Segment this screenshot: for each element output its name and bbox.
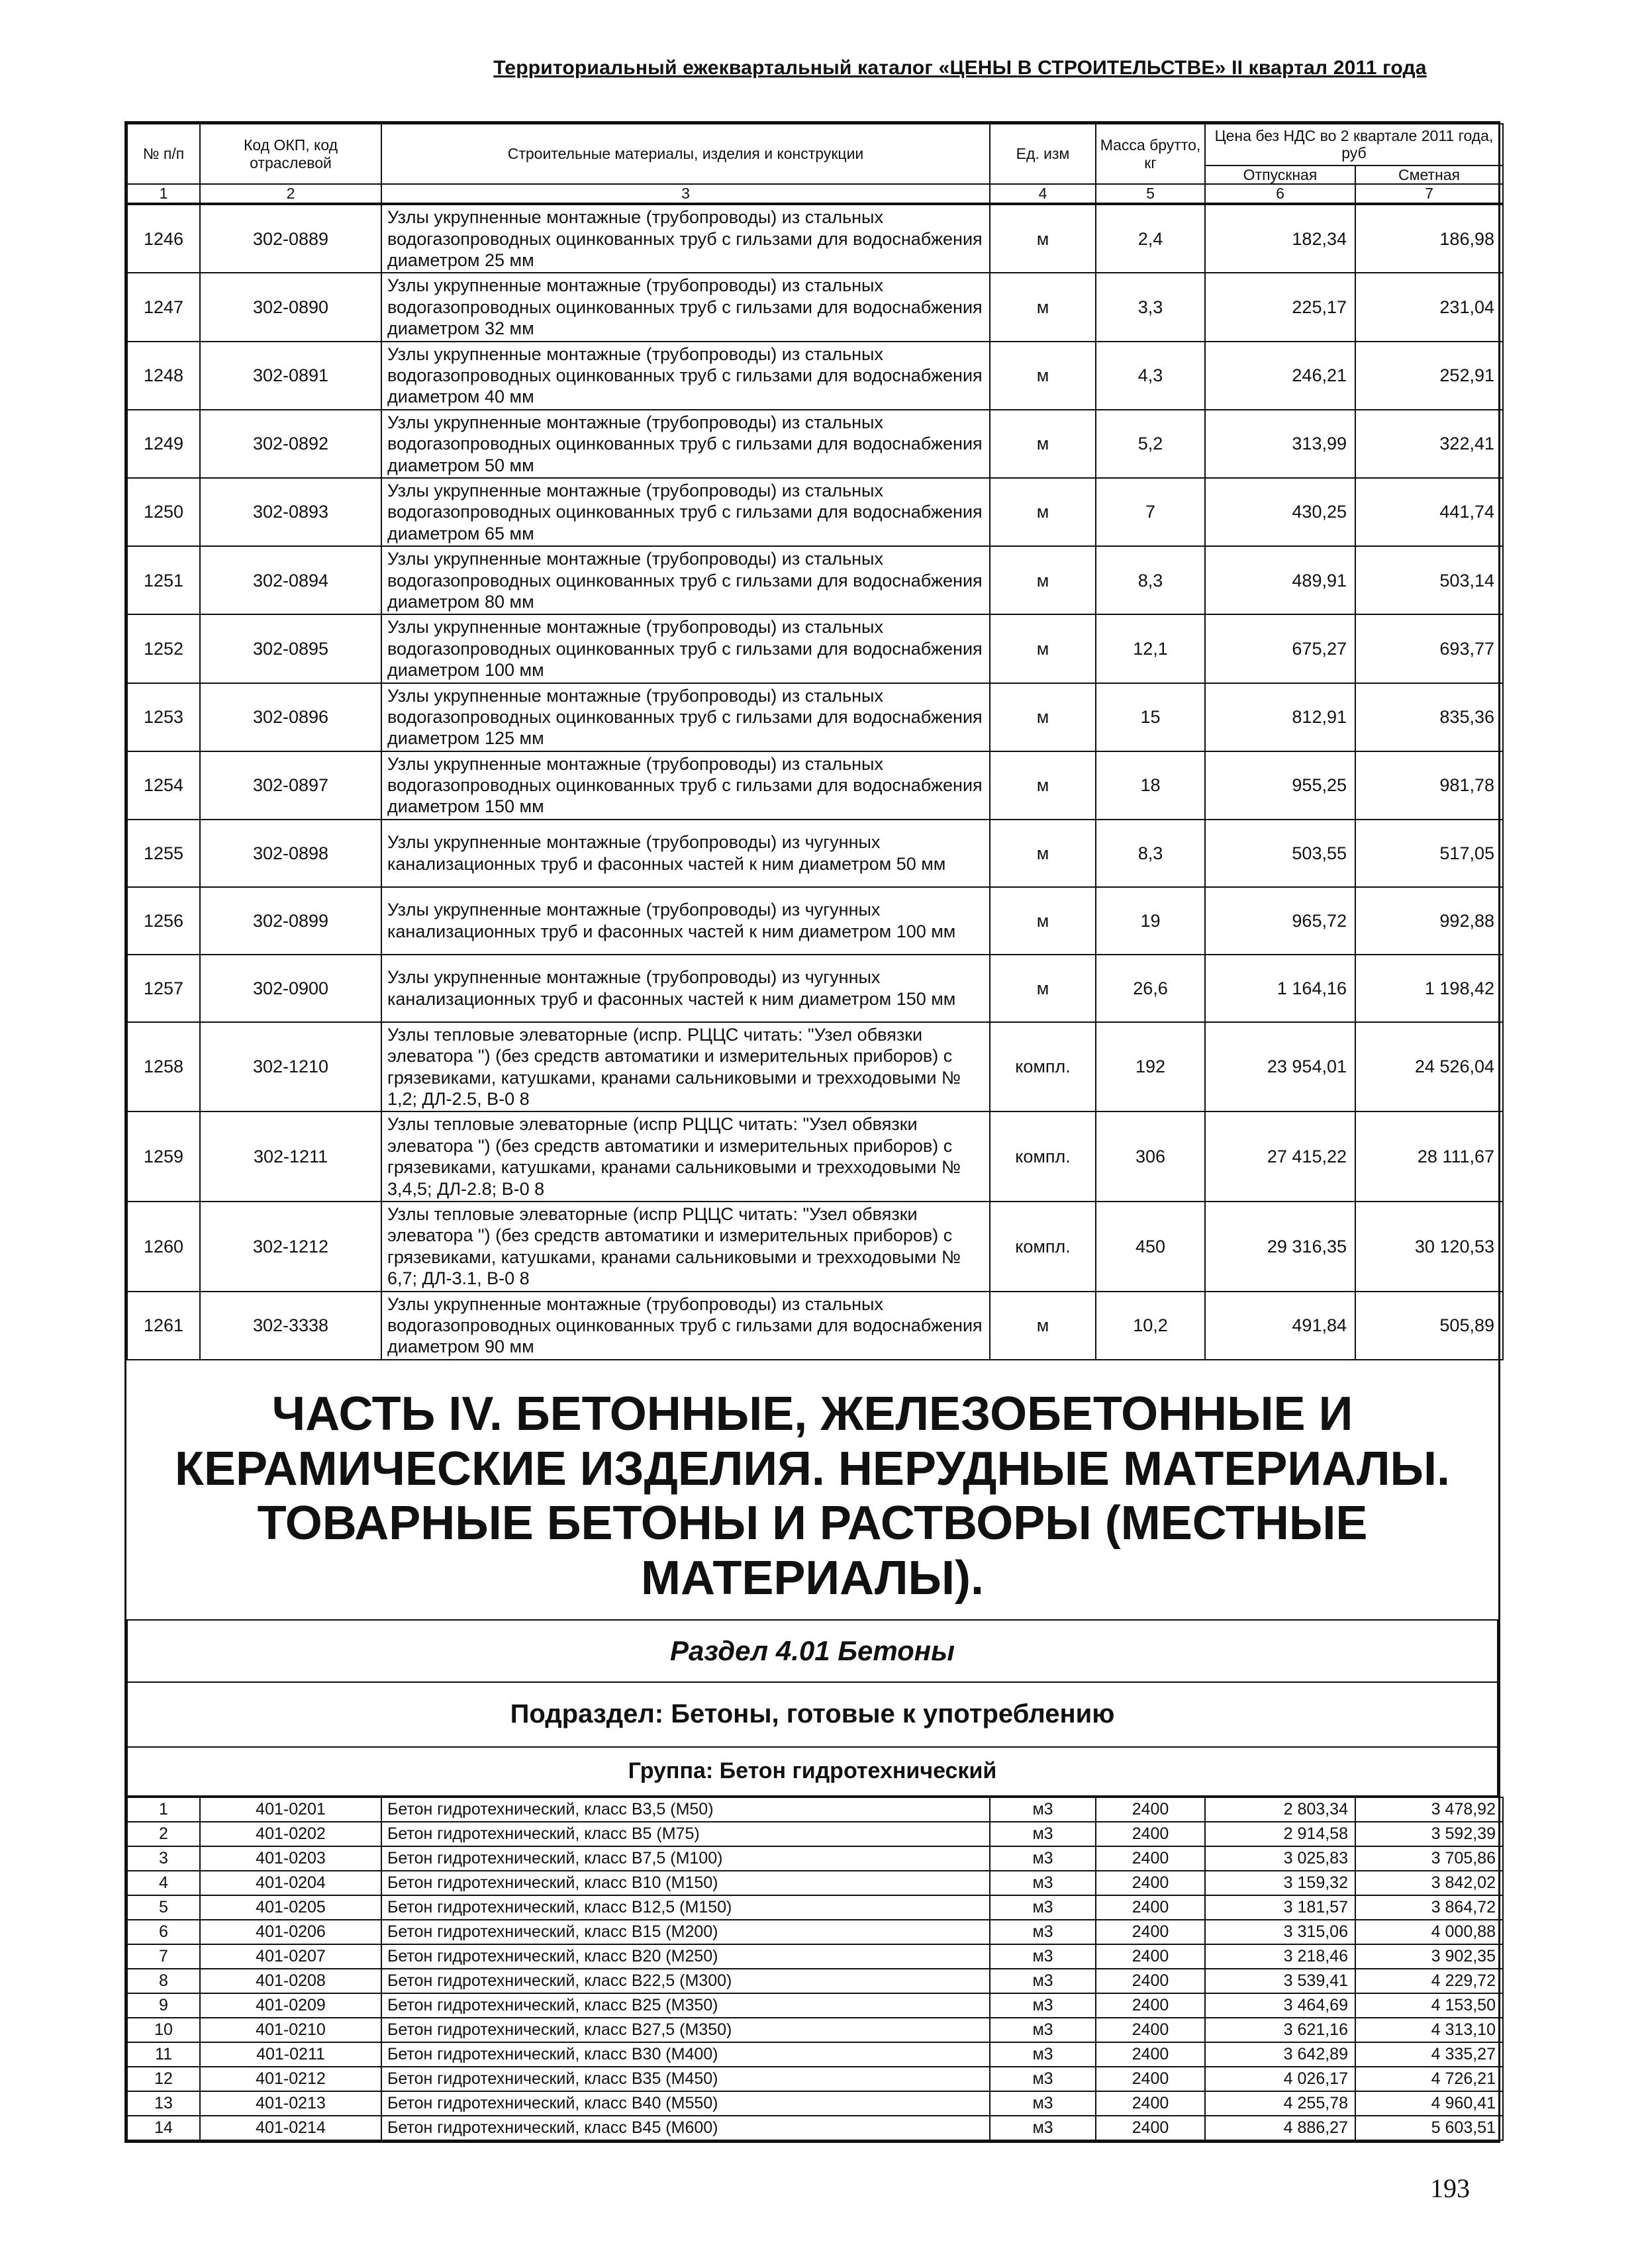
row-code: 302-0890 (200, 273, 381, 341)
row-mass: 8,3 (1096, 820, 1205, 887)
concrete-table-row (127, 1871, 1503, 1895)
col-number: 4 (990, 184, 1096, 203)
row-code: 401-0205 (200, 1895, 381, 1920)
row-name: Бетон гидротехнический, класс В22,5 (М300) (381, 1969, 990, 1993)
row-code: 302-0895 (200, 614, 381, 683)
row-mass: 2400 (1096, 1993, 1205, 2018)
col-header-code: Код ОКП, код отраслевой (200, 124, 381, 184)
row-name: Узлы укрупненные монтажные (трубопроводы) из стальных водогазопроводных оцинкованных труб с гильзами для водоснабжения диаметром 65 мм (381, 478, 990, 546)
concrete-table-row (127, 1969, 1503, 1993)
row-name: Бетон гидротехнический, класс В45 (М600) (381, 2116, 990, 2140)
row-price-release: 3 025,83 (1205, 1846, 1355, 1871)
concrete-table-row (127, 2091, 1503, 2116)
row-price-estimate: 4 335,27 (1355, 2042, 1503, 2067)
row-unit: м (990, 205, 1096, 273)
row-code: 302-0898 (200, 820, 381, 887)
row-number: 8 (127, 1969, 200, 1993)
row-code: 401-0213 (200, 2091, 381, 2116)
table-row (127, 751, 1503, 820)
col-header-unit: Ед. изм (990, 124, 1096, 184)
row-unit: м3 (990, 1822, 1096, 1846)
row-unit: м (990, 751, 1096, 820)
row-number: 12 (127, 2067, 200, 2091)
row-number: 5 (127, 1895, 200, 1920)
row-unit: м (990, 342, 1096, 410)
row-price-estimate: 3 842,02 (1355, 1871, 1503, 1895)
row-number: 1253 (127, 683, 200, 751)
row-price-release: 3 159,32 (1205, 1871, 1355, 1895)
row-price-estimate: 231,04 (1355, 273, 1503, 341)
row-price-release: 3 642,89 (1205, 2042, 1355, 2067)
row-price-release: 503,55 (1205, 820, 1355, 887)
row-price-estimate: 3 864,72 (1355, 1895, 1503, 1920)
row-price-release: 225,17 (1205, 273, 1355, 341)
row-unit: м (990, 273, 1096, 341)
row-price-estimate: 992,88 (1355, 887, 1503, 955)
row-price-estimate: 505,89 (1355, 1292, 1503, 1360)
row-mass: 450 (1096, 1202, 1205, 1292)
row-code: 302-0899 (200, 887, 381, 955)
row-number: 1 (127, 1797, 200, 1822)
subsection-title: Подраздел: Бетоны, готовые к употреблению (127, 1682, 1498, 1747)
row-number: 1249 (127, 410, 200, 478)
row-code: 302-1212 (200, 1202, 381, 1292)
part-title: ЧАСТЬ IV. БЕТОННЫЕ, ЖЕЛЕЗОБЕТОННЫЕ И КЕРАМИЧЕСКИЕ ИЗДЕЛИЯ. НЕРУДНЫЕ МАТЕРИАЛЫ. ТОВАРНЫЕ БЕТОНЫ И РАСТВОРЫ (МЕСТНЫЕ МАТЕРИАЛЫ). (175, 1387, 1450, 1605)
row-code: 401-0208 (200, 1969, 381, 1993)
row-number: 1252 (127, 614, 200, 683)
concrete-table-row (127, 1993, 1503, 2018)
row-number: 10 (127, 2018, 200, 2042)
row-price-release: 27 415,22 (1205, 1111, 1355, 1202)
row-price-release: 3 315,06 (1205, 1920, 1355, 1944)
table-row (127, 955, 1503, 1022)
row-price-release: 23 954,01 (1205, 1022, 1355, 1112)
concrete-table-row (127, 2018, 1503, 2042)
row-price-release: 29 316,35 (1205, 1202, 1355, 1292)
row-price-release: 2 803,34 (1205, 1797, 1355, 1822)
row-price-release: 182,34 (1205, 205, 1355, 273)
row-name: Бетон гидротехнический, класс В30 (М400) (381, 2042, 990, 2067)
row-number: 1261 (127, 1292, 200, 1360)
row-unit: компл. (990, 1111, 1096, 1202)
group-title: Группа: Бетон гидротехнический (127, 1747, 1498, 1796)
row-price-estimate: 186,98 (1355, 205, 1503, 273)
row-code: 302-1211 (200, 1111, 381, 1202)
row-code: 401-0207 (200, 1944, 381, 1969)
row-name: Узлы укрупненные монтажные (трубопроводы) из стальных водогазопроводных оцинкованных труб с гильзами для водоснабжения диаметром 40 мм (381, 342, 990, 410)
row-unit: м3 (990, 2116, 1096, 2140)
table-row (127, 478, 1503, 546)
row-price-estimate: 4 000,88 (1355, 1920, 1503, 1944)
table-row (127, 614, 1503, 683)
row-mass: 15 (1096, 683, 1205, 751)
row-unit: м3 (990, 2091, 1096, 2116)
row-number: 1258 (127, 1022, 200, 1112)
row-number: 6 (127, 1920, 200, 1944)
row-price-estimate: 28 111,67 (1355, 1111, 1503, 1202)
page-number: 193 (1430, 2173, 1470, 2203)
row-price-release: 955,25 (1205, 751, 1355, 820)
row-price-release: 3 181,57 (1205, 1895, 1355, 1920)
row-mass: 2400 (1096, 1797, 1205, 1822)
row-price-estimate: 693,77 (1355, 614, 1503, 683)
row-unit: м3 (990, 2067, 1096, 2091)
row-unit: м (990, 683, 1096, 751)
row-price-estimate: 4 313,10 (1355, 2018, 1503, 2042)
col-number: 2 (200, 184, 381, 203)
row-name: Бетон гидротехнический, класс В25 (М350) (381, 1993, 990, 2018)
row-name: Узлы укрупненные монтажные (трубопроводы) из чугунных канализационных труб и фасонных частей к ним диаметром 100 мм (381, 887, 990, 955)
part-header-table (126, 1360, 1498, 1619)
row-mass: 19 (1096, 887, 1205, 955)
row-code: 401-0210 (200, 2018, 381, 2042)
row-mass: 192 (1096, 1022, 1205, 1112)
row-price-release: 812,91 (1205, 683, 1355, 751)
row-price-release: 246,21 (1205, 342, 1355, 410)
row-mass: 2,4 (1096, 205, 1205, 273)
row-name: Бетон гидротехнический, класс В27,5 (М350) (381, 2018, 990, 2042)
concrete-table-row (127, 1895, 1503, 1920)
row-price-release: 675,27 (1205, 614, 1355, 683)
concrete-table-row (127, 1944, 1503, 1969)
row-unit: м3 (990, 1969, 1096, 1993)
row-unit: м (990, 1292, 1096, 1360)
concrete-table-row (127, 2042, 1503, 2067)
row-mass: 2400 (1096, 2018, 1205, 2042)
row-price-release: 491,84 (1205, 1292, 1355, 1360)
concrete-table-row (127, 1846, 1503, 1871)
row-number: 1260 (127, 1202, 200, 1292)
row-mass: 7 (1096, 478, 1205, 546)
row-mass: 12,1 (1096, 614, 1205, 683)
row-price-release: 3 621,16 (1205, 2018, 1355, 2042)
col-number: 6 (1205, 184, 1355, 203)
row-code: 401-0204 (200, 1871, 381, 1895)
row-name: Узлы укрупненные монтажные (трубопроводы) из стальных водогазопроводных оцинкованных труб с гильзами для водоснабжения диаметром 100 мм (381, 614, 990, 683)
row-price-estimate: 4 726,21 (1355, 2067, 1503, 2091)
row-number: 1251 (127, 546, 200, 614)
row-name: Бетон гидротехнический, класс В15 (М200) (381, 1920, 990, 1944)
row-price-estimate: 3 902,35 (1355, 1944, 1503, 1969)
row-unit: м (990, 955, 1096, 1022)
row-price-estimate: 3 705,86 (1355, 1846, 1503, 1871)
concrete-table-row (127, 2116, 1503, 2140)
row-number: 1247 (127, 273, 200, 341)
row-number: 2 (127, 1822, 200, 1846)
row-mass: 18 (1096, 751, 1205, 820)
row-mass: 2400 (1096, 2067, 1205, 2091)
section-header-table (126, 1619, 1498, 1797)
row-name: Бетон гидротехнический, класс В10 (М150) (381, 1871, 990, 1895)
row-number: 9 (127, 1993, 200, 2018)
row-number: 1248 (127, 342, 200, 410)
row-number: 4 (127, 1871, 200, 1895)
row-unit: м (990, 546, 1096, 614)
table-row (127, 342, 1503, 410)
row-name: Узлы укрупненные монтажные (трубопроводы) из чугунных канализационных труб и фасонных частей к ним диаметром 150 мм (381, 955, 990, 1022)
row-mass: 2400 (1096, 2116, 1205, 2140)
row-code: 401-0209 (200, 1993, 381, 2018)
row-price-estimate: 441,74 (1355, 478, 1503, 546)
row-number: 13 (127, 2091, 200, 2116)
row-unit: м3 (990, 1895, 1096, 1920)
row-mass: 2400 (1096, 1871, 1205, 1895)
row-code: 401-0212 (200, 2067, 381, 2091)
table-row (127, 205, 1503, 273)
row-unit: м3 (990, 1797, 1096, 1822)
row-mass: 5,2 (1096, 410, 1205, 478)
row-unit: м3 (990, 2018, 1096, 2042)
row-price-release: 4 026,17 (1205, 2067, 1355, 2091)
row-number: 7 (127, 1944, 200, 1969)
row-price-estimate: 4 960,41 (1355, 2091, 1503, 2116)
row-name: Узлы укрупненные монтажные (трубопроводы) из стальных водогазопроводных оцинкованных труб с гильзами для водоснабжения диаметром 90 мм (381, 1292, 990, 1360)
row-unit: м (990, 410, 1096, 478)
row-code: 302-3338 (200, 1292, 381, 1360)
section-title: Раздел 4.01 Бетоны (127, 1620, 1498, 1682)
row-mass: 2400 (1096, 2042, 1205, 2067)
row-price-estimate: 252,91 (1355, 342, 1503, 410)
row-unit: м3 (990, 1944, 1096, 1969)
row-name: Бетон гидротехнический, класс В40 (М550) (381, 2091, 990, 2116)
col-header-mass: Масса брутто, кг (1096, 124, 1205, 184)
row-mass: 2400 (1096, 1822, 1205, 1846)
row-name: Бетон гидротехнический, класс В3,5 (М50) (381, 1797, 990, 1822)
row-price-estimate: 1 198,42 (1355, 955, 1503, 1022)
row-price-release: 1 164,16 (1205, 955, 1355, 1022)
row-name: Узлы тепловые элеваторные (испр РЦЦС читать: "Узел обвязки элеватора ") (без средств автоматики и измерительных приборов) с грязевиками, катушками, кранами сальниковыми и трехходовыми № 6,7; ДЛ-3.1, В-0 8 (381, 1202, 990, 1292)
row-mass: 8,3 (1096, 546, 1205, 614)
row-code: 401-0214 (200, 2116, 381, 2140)
row-price-estimate: 3 478,92 (1355, 1797, 1503, 1822)
row-code: 302-0900 (200, 955, 381, 1022)
row-mass: 2400 (1096, 1920, 1205, 1944)
row-price-release: 4 255,78 (1205, 2091, 1355, 2116)
concrete-table-rows (127, 1797, 1503, 2140)
row-code: 302-0894 (200, 546, 381, 614)
row-code: 302-0892 (200, 410, 381, 478)
row-code: 401-0206 (200, 1920, 381, 1944)
col-header-price-release: Отпускная (1205, 165, 1355, 184)
row-number: 1250 (127, 478, 200, 546)
row-unit: м3 (990, 2042, 1096, 2067)
row-price-release: 430,25 (1205, 478, 1355, 546)
row-price-release: 3 539,41 (1205, 1969, 1355, 1993)
col-number: 5 (1096, 184, 1205, 203)
row-unit: м3 (990, 1920, 1096, 1944)
row-number: 14 (127, 2116, 200, 2140)
row-number: 1257 (127, 955, 200, 1022)
concrete-table-row (127, 1822, 1503, 1846)
row-price-release: 3 218,46 (1205, 1944, 1355, 1969)
col-number: 3 (381, 184, 990, 203)
row-code: 302-0891 (200, 342, 381, 410)
row-price-estimate: 3 592,39 (1355, 1822, 1503, 1846)
row-price-release: 4 886,27 (1205, 2116, 1355, 2140)
row-name: Узлы укрупненные монтажные (трубопроводы) из стальных водогазопроводных оцинкованных труб с гильзами для водоснабжения диаметром 25 мм (381, 205, 990, 273)
row-number: 1255 (127, 820, 200, 887)
table-row (127, 820, 1503, 887)
row-price-estimate: 322,41 (1355, 410, 1503, 478)
table-row (127, 683, 1503, 751)
col-header-price-estimate: Сметная (1355, 165, 1503, 184)
row-mass: 26,6 (1096, 955, 1205, 1022)
row-name: Бетон гидротехнический, класс В20 (М250) (381, 1944, 990, 1969)
col-number: 7 (1355, 184, 1503, 203)
row-mass: 2400 (1096, 2091, 1205, 2116)
row-code: 401-0201 (200, 1797, 381, 1822)
table-row (127, 1022, 1503, 1112)
row-price-release: 313,99 (1205, 410, 1355, 478)
row-name: Бетон гидротехнический, класс В35 (М450) (381, 2067, 990, 2091)
row-unit: компл. (990, 1022, 1096, 1112)
row-unit: м3 (990, 1846, 1096, 1871)
row-mass: 3,3 (1096, 273, 1205, 341)
row-code: 401-0211 (200, 2042, 381, 2067)
table-row (127, 273, 1503, 341)
row-price-estimate: 503,14 (1355, 546, 1503, 614)
row-mass: 10,2 (1096, 1292, 1205, 1360)
row-unit: компл. (990, 1202, 1096, 1292)
price-table-rows (127, 205, 1503, 1359)
row-mass: 2400 (1096, 1846, 1205, 1871)
row-code: 401-0203 (200, 1846, 381, 1871)
row-name: Узлы укрупненные монтажные (трубопроводы) из стальных водогазопроводных оцинкованных труб с гильзами для водоснабжения диаметром 125 мм (381, 683, 990, 751)
row-name: Узлы тепловые элеваторные (испр. РЦЦС читать: "Узел обвязки элеватора ") (без средств автоматики и измерительных приборов) с грязевиками, катушками, кранами сальниковыми и трехходовыми № 1,2; ДЛ-2.5, В-0 8 (381, 1022, 990, 1112)
row-code: 302-0896 (200, 683, 381, 751)
row-mass: 4,3 (1096, 342, 1205, 410)
table-row (127, 410, 1503, 478)
row-unit: м (990, 820, 1096, 887)
row-number: 1254 (127, 751, 200, 820)
col-header-name: Строительные материалы, изделия и конструкции (381, 124, 990, 184)
row-number: 1256 (127, 887, 200, 955)
catalog-page (124, 121, 1500, 2143)
concrete-table-row (127, 2067, 1503, 2091)
row-price-release: 965,72 (1205, 887, 1355, 955)
row-name: Бетон гидротехнический, класс В5 (М75) (381, 1822, 990, 1846)
row-number: 11 (127, 2042, 200, 2067)
row-code: 302-0897 (200, 751, 381, 820)
column-number-row (127, 184, 1503, 203)
catalog-header-title: Территориальный ежеквартальный каталог «ЦЕНЫ В СТРОИТЕЛЬСТВЕ» II квартал 2011 года (493, 57, 1427, 79)
col-number: 1 (127, 184, 200, 203)
row-unit: м3 (990, 1871, 1096, 1895)
row-name: Узлы укрупненные монтажные (трубопроводы) из стальных водогазопроводных оцинкованных труб с гильзами для водоснабжения диаметром 150 мм (381, 751, 990, 820)
row-number: 1259 (127, 1111, 200, 1202)
price-table-body (126, 204, 1504, 1360)
row-name: Узлы укрупненные монтажные (трубопроводы) из стальных водогазопроводных оцинкованных труб с гильзами для водоснабжения диаметром 32 мм (381, 273, 990, 341)
row-code: 302-1210 (200, 1022, 381, 1112)
row-code: 302-0893 (200, 478, 381, 546)
col-header-price-group: Цена без НДС во 2 квартале 2011 года, руб (1205, 124, 1503, 165)
row-number: 1246 (127, 205, 200, 273)
row-code: 401-0202 (200, 1822, 381, 1846)
row-mass: 306 (1096, 1111, 1205, 1202)
row-price-estimate: 835,36 (1355, 683, 1503, 751)
row-price-estimate: 30 120,53 (1355, 1202, 1503, 1292)
row-price-estimate: 981,78 (1355, 751, 1503, 820)
row-name: Бетон гидротехнический, класс В7,5 (М100) (381, 1846, 990, 1871)
row-name: Узлы тепловые элеваторные (испр РЦЦС читать: "Узел обвязки элеватора ") (без средств автоматики и измерительных приборов) с грязевиками, катушками, кранами сальниковыми и трехходовыми № 3,4,5; ДЛ-2.8; В-0 8 (381, 1111, 990, 1202)
table-row (127, 1202, 1503, 1292)
row-price-estimate: 517,05 (1355, 820, 1503, 887)
row-mass: 2400 (1096, 1895, 1205, 1920)
table-row (127, 887, 1503, 955)
concrete-table-row (127, 1797, 1503, 1822)
row-unit: м (990, 887, 1096, 955)
row-unit: м (990, 614, 1096, 683)
row-name: Бетон гидротехнический, класс В12,5 (М150) (381, 1895, 990, 1920)
row-price-release: 2 914,58 (1205, 1822, 1355, 1846)
row-number: 3 (127, 1846, 200, 1871)
row-price-estimate: 4 229,72 (1355, 1969, 1503, 1993)
concrete-table-row (127, 1920, 1503, 1944)
row-code: 302-0889 (200, 205, 381, 273)
row-price-release: 3 464,69 (1205, 1993, 1355, 2018)
col-header-num: № п/п (127, 124, 200, 184)
table-row (127, 1292, 1503, 1360)
row-price-release: 489,91 (1205, 546, 1355, 614)
concrete-table (126, 1797, 1504, 2141)
row-price-estimate: 24 526,04 (1355, 1022, 1503, 1112)
row-name: Узлы укрупненные монтажные (трубопроводы) из стальных водогазопроводных оцинкованных труб с гильзами для водоснабжения диаметром 80 мм (381, 546, 990, 614)
row-name: Узлы укрупненные монтажные (трубопроводы) из чугунных канализационных труб и фасонных частей к ним диаметром 50 мм (381, 820, 990, 887)
price-table-header (126, 123, 1504, 204)
row-unit: м (990, 478, 1096, 546)
table-row (127, 546, 1503, 614)
row-price-estimate: 5 603,51 (1355, 2116, 1503, 2140)
row-mass: 2400 (1096, 1969, 1205, 1993)
row-mass: 2400 (1096, 1944, 1205, 1969)
table-row (127, 1111, 1503, 1202)
row-name: Узлы укрупненные монтажные (трубопроводы) из стальных водогазопроводных оцинкованных труб с гильзами для водоснабжения диаметром 50 мм (381, 410, 990, 478)
row-unit: м3 (990, 1993, 1096, 2018)
row-price-estimate: 4 153,50 (1355, 1993, 1503, 2018)
